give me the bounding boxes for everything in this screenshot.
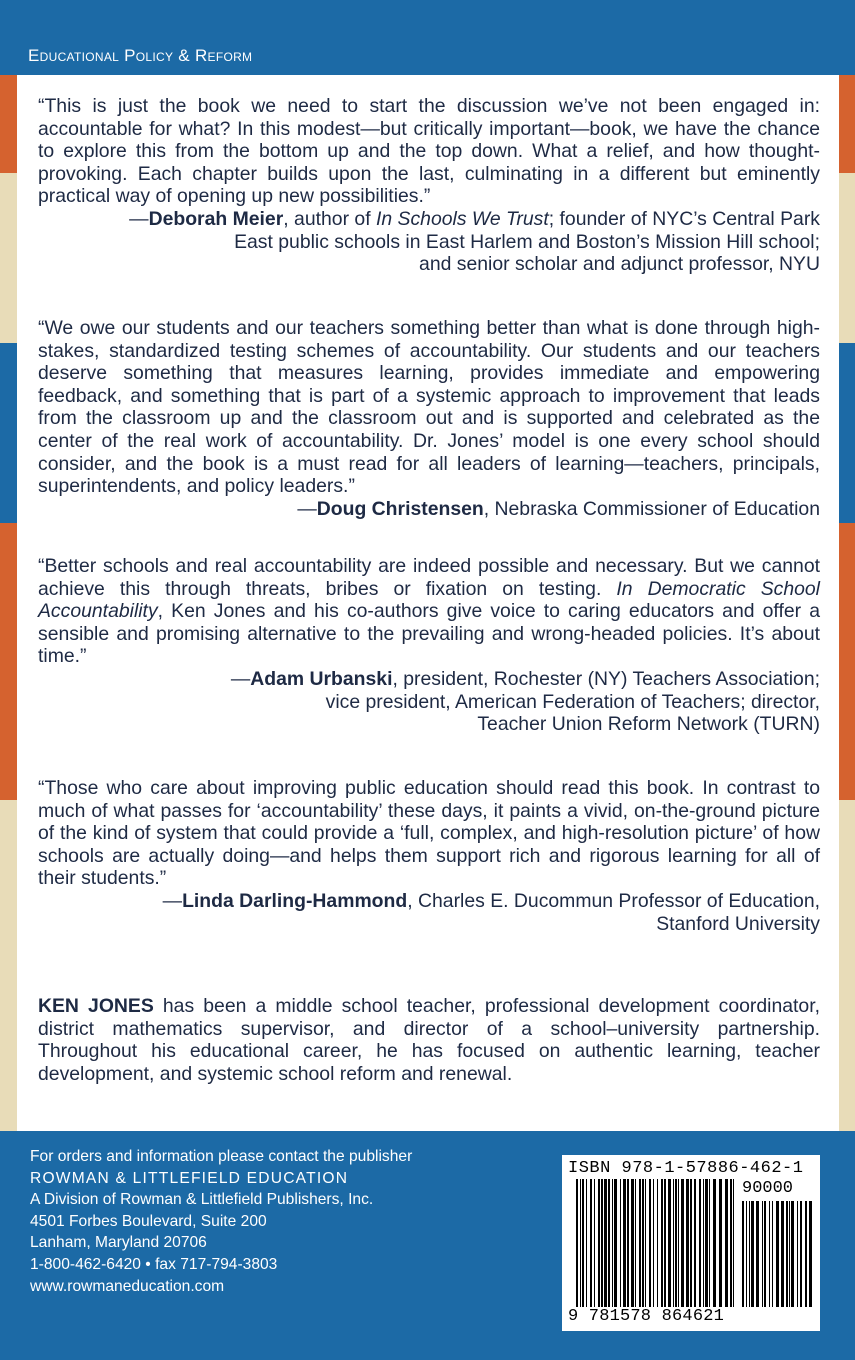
attribution-line: and senior scholar and adjunct professor, NYU xyxy=(419,253,820,276)
barcode-bar xyxy=(586,1179,587,1307)
reviewer-name: Linda Darling-Hammond xyxy=(182,889,408,912)
price-code: 90000 xyxy=(742,1179,794,1198)
publisher-website: www.rowmaneducation.com xyxy=(30,1277,225,1295)
barcode-bar xyxy=(809,1201,812,1307)
attribution xyxy=(38,890,820,913)
barcode-bar xyxy=(664,1179,666,1307)
bio-text: has been a middle school teacher, professional development coordinator, district mathematics supervisor, and director of a school–university partnership. Throughout his educational career, he has focused on authentic learning, teacher development, and systemic school reform and renewal. xyxy=(38,995,820,1085)
attribution-line: Teacher Union Reform Network (TURN) xyxy=(477,713,820,736)
quote-text: “This is just the book we need to start the discussion we’ve not been engaged in: accountable for what? In this modest—but critically important—book, we have the chance to explore this from the bottom up and the top down. What a relief, and how thought-provoking. Each chapter builds upon the last, culminating in a different but eminently practical way of opening up new possibilities.” xyxy=(38,95,820,208)
barcode-bar xyxy=(678,1179,679,1307)
barcode-bar xyxy=(601,1179,603,1307)
barcode-bar xyxy=(681,1179,684,1307)
barcode-bar xyxy=(623,1179,626,1307)
barcode-bar xyxy=(805,1201,807,1307)
attribution-text: , author of xyxy=(283,207,376,230)
barcode-bar xyxy=(705,1179,708,1307)
barcode-bar xyxy=(590,1179,592,1307)
book-title: In Democratic School Accountability xyxy=(38,577,820,623)
attribution-line: vice president, American Federation of Teachers; director, xyxy=(325,690,820,713)
author-name: KEN JONES xyxy=(38,995,154,1017)
barcode-bar xyxy=(604,1179,607,1307)
barcode-bar xyxy=(797,1201,798,1307)
barcode-bar xyxy=(614,1179,617,1307)
barcode-bar xyxy=(791,1201,794,1307)
barcode-bar xyxy=(690,1179,692,1307)
barcode-bar xyxy=(789,1201,790,1307)
dash: — xyxy=(129,207,149,230)
barcode-bar xyxy=(764,1201,766,1307)
blurb-urbanski xyxy=(38,555,820,736)
barcode-bar xyxy=(769,1201,770,1307)
attribution-text: ; founder of NYC’s Central Park xyxy=(548,207,820,230)
dash: — xyxy=(297,497,317,520)
barcode-bar xyxy=(657,1179,658,1307)
top-bar xyxy=(0,0,855,75)
quote-text: “We owe our students and our teachers something better than what is done through high-stakes, standardized testing schemes of accountability. Our students and our teachers deserve something that measures learning, provides immediate and empowering feedback, and something that is part of a systemic approach to improvement that leads from the classroom up and the classroom out and is supported and celebrated as the center of the real work of accountability. Dr. Jones’ model is one every school should consider, and the book is a must read for all leaders of learning—teachers, principals, superintendents, and policy leaders.” xyxy=(38,317,820,498)
barcode-bar xyxy=(746,1201,747,1307)
barcode-bar xyxy=(772,1201,773,1307)
author-bio xyxy=(38,995,820,1085)
blurb-christensen xyxy=(38,317,820,520)
blurb-meier xyxy=(38,95,820,276)
barcode-bar xyxy=(642,1179,644,1307)
reviewer-name: Doug Christensen xyxy=(316,497,484,520)
quote-text-part: , Ken Jones and his co-authors give voice to caring educators and offer a sensible and promising alternative to the prevailing and wrong-headed policies. It’s about time.” xyxy=(38,600,820,668)
book-title: In Schools We Trust xyxy=(375,207,549,230)
barcode-bar xyxy=(709,1179,710,1307)
barcode-bar xyxy=(612,1179,613,1307)
reviewer-name: Adam Urbanski xyxy=(250,667,393,690)
attribution xyxy=(38,668,820,691)
isbn-label: ISBN 978-1-57886-462-1 xyxy=(568,1159,804,1178)
barcode-bar xyxy=(675,1179,677,1307)
attribution-text: , president, Rochester (NY) Teachers Association; xyxy=(392,667,820,690)
quote-text: “Those who care about improving public education should read this book. In contrast to much of what passes for ‘accountability’ these days, it paints a vivid, on-the-ground picture of the kind of system that could provide a ‘full, complex, and high-resolution picture’ of how schools are actually doing—and helps them support rich and rigorous learning for all of their students.” xyxy=(38,777,820,890)
barcode-bar xyxy=(631,1179,634,1307)
barcode-bar xyxy=(582,1179,584,1307)
barcode-bar xyxy=(594,1179,595,1307)
barcode-bar xyxy=(781,1201,784,1307)
publisher-address: 4501 Forbes Boulevard, Suite 200 xyxy=(30,1212,267,1230)
barcode-bar xyxy=(598,1179,600,1307)
attribution-line: Stanford University xyxy=(656,912,820,935)
barcode-bar xyxy=(730,1179,732,1307)
publisher-info xyxy=(30,1146,412,1297)
publisher-city: Lanham, Maryland 20706 xyxy=(30,1234,207,1252)
barcode-bar xyxy=(786,1201,788,1307)
barcode-bar xyxy=(620,1179,621,1307)
quote-text-part: “Better schools and real accountability are indeed possible and necessary. But we cannot achieve this through threats, bribes or fixation on testing. xyxy=(38,555,820,600)
publisher-division: A Division of Rowman & Littlefield Publishers, Inc. xyxy=(30,1191,374,1209)
barcode-bar xyxy=(699,1179,701,1307)
barcode-bar xyxy=(580,1179,581,1307)
reviewer-name: Deborah Meier xyxy=(148,207,284,230)
barcode-bar xyxy=(713,1179,716,1307)
barcode-bar xyxy=(686,1179,689,1307)
barcode-bars xyxy=(576,1179,734,1307)
barcode-bar xyxy=(762,1201,763,1307)
barcode-bar xyxy=(725,1179,728,1307)
blurb-darling-hammond xyxy=(38,777,820,935)
barcode-bar xyxy=(673,1179,674,1307)
barcode-bar xyxy=(719,1179,722,1307)
attribution-text: , Charles E. Ducommun Professor of Education, xyxy=(407,889,820,912)
publisher-phone: 1-800-462-6420 • fax 717-794-3803 xyxy=(30,1255,278,1273)
dash: — xyxy=(230,667,251,690)
publisher-footer xyxy=(0,1131,855,1360)
barcode-bar xyxy=(756,1201,759,1307)
barcode-bar xyxy=(635,1179,636,1307)
publisher-intro: For orders and information please contact the publisher xyxy=(30,1148,413,1165)
barcode-bar xyxy=(694,1179,696,1307)
barcode-bar xyxy=(749,1201,750,1307)
barcode-bar xyxy=(668,1179,671,1307)
barcode-bar xyxy=(627,1179,629,1307)
attribution xyxy=(38,208,820,231)
barcode-addon-bars xyxy=(742,1201,814,1307)
barcode-bar xyxy=(649,1179,651,1307)
barcode-bar xyxy=(703,1179,704,1307)
barcode-bar xyxy=(653,1179,654,1307)
barcode-bar xyxy=(639,1179,641,1307)
barcode-bar xyxy=(751,1201,754,1307)
barcode-bar xyxy=(742,1201,744,1307)
barcode xyxy=(562,1155,820,1331)
barcode-bar xyxy=(733,1179,734,1307)
barcode-bar xyxy=(661,1179,663,1307)
barcode-bar xyxy=(608,1179,610,1307)
quote-text xyxy=(38,555,820,668)
attribution xyxy=(38,498,820,521)
barcode-bar xyxy=(645,1179,646,1307)
dash: — xyxy=(162,889,183,912)
barcode-bar xyxy=(776,1201,779,1307)
attribution-text: , Nebraska Commissioner of Education xyxy=(483,497,820,520)
attribution-line: East public schools in East Harlem and Boston’s Mission Hill school; xyxy=(234,230,820,253)
ean-number: 9 781578 864621 xyxy=(568,1307,725,1326)
barcode-bar xyxy=(576,1179,578,1307)
publisher-name: ROWMAN & LITTLEFIELD EDUCATION xyxy=(30,1169,349,1187)
barcode-bar xyxy=(800,1201,802,1307)
series-title: Educational Policy & Reform xyxy=(28,46,253,65)
